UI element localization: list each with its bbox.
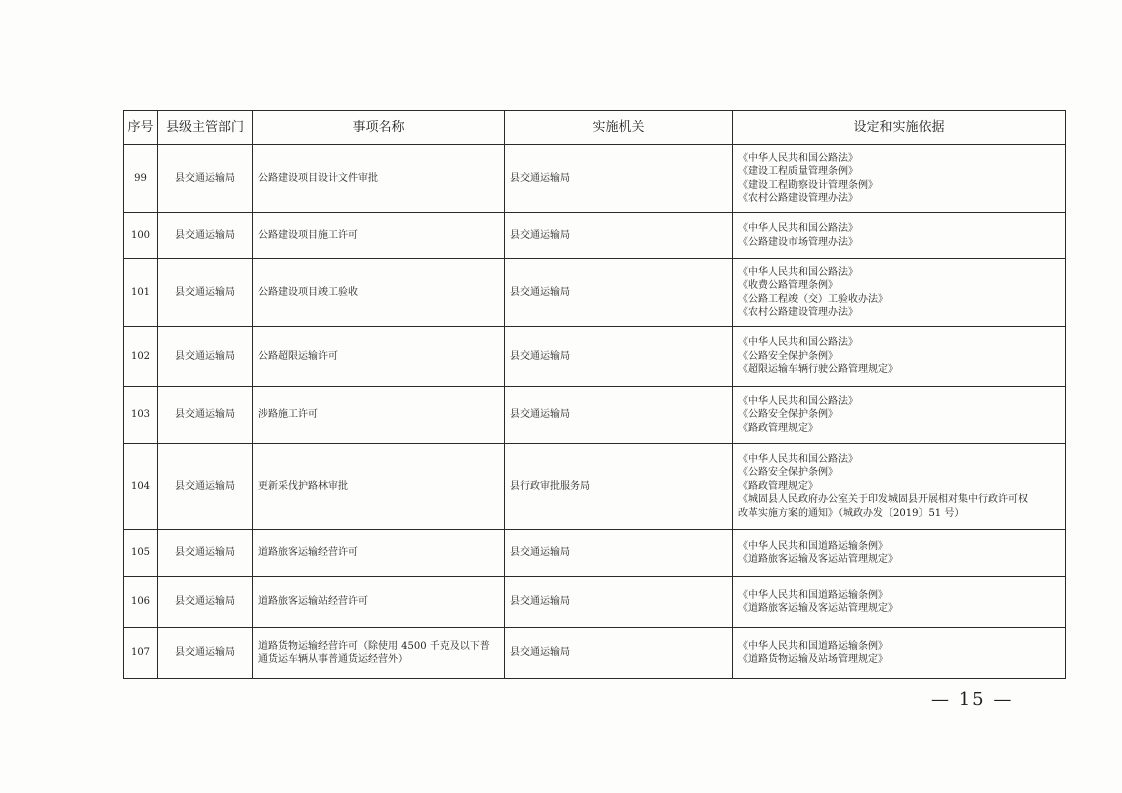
- row-dept: 县交通运输局: [158, 259, 253, 327]
- row-basis: [733, 530, 1066, 577]
- row-number: 101: [124, 259, 158, 327]
- row-basis: [733, 213, 1066, 259]
- basis-line: 《路政管理规定》: [738, 480, 818, 492]
- table-row: [124, 577, 1066, 628]
- row-agency: 县交通运输局: [505, 530, 733, 577]
- row-agency: 县交通运输局: [505, 213, 733, 259]
- basis-line: 《路政管理规定》: [738, 422, 818, 434]
- row-dept: 县交通运输局: [158, 387, 253, 444]
- header-seq: 序号: [124, 111, 158, 145]
- row-dept: 县交通运输局: [158, 444, 253, 530]
- row-number: 104: [124, 444, 158, 530]
- basis-line: 《农村公路建设管理办法》: [738, 307, 858, 318]
- row-basis: [733, 259, 1066, 327]
- row-basis: [733, 145, 1066, 213]
- row-dept: 县交通运输局: [158, 145, 253, 213]
- row-basis: [733, 577, 1066, 628]
- basis-line: 《农村公路建设管理办法》: [738, 193, 858, 204]
- row-number: 102: [124, 327, 158, 387]
- approval-items-table: [123, 110, 1066, 679]
- row-dept: 县交通运输局: [158, 628, 253, 679]
- basis-line: 《中华人民共和国道路运输条例》: [738, 540, 888, 552]
- row-item-name: 道路货物运输经营许可（除使用 4500 千克及以下普通货运车辆从事普通货运经营外）: [253, 628, 505, 679]
- table-row: [124, 145, 1066, 213]
- table-row: [124, 213, 1066, 259]
- basis-line: 《城固县人民政府办公室关于印发城固县开展相对集中行政许可权: [738, 494, 1028, 506]
- table-row: [124, 530, 1066, 577]
- row-number: 105: [124, 530, 158, 577]
- basis-line: 《公路安全保护条例》: [738, 409, 838, 421]
- row-number: 103: [124, 387, 158, 444]
- row-basis: [733, 628, 1066, 679]
- header-agency: 实施机关: [505, 111, 733, 145]
- basis-line: 《中华人民共和国公路法》: [738, 337, 858, 349]
- row-item-name: 公路建设项目施工许可: [253, 213, 505, 259]
- row-number: 99: [124, 145, 158, 213]
- page-number: — 15 —: [931, 689, 1014, 710]
- table-row: [124, 259, 1066, 327]
- row-agency: 县交通运输局: [505, 327, 733, 387]
- row-item-name: 公路建设项目设计文件审批: [253, 145, 505, 213]
- row-basis: [733, 444, 1066, 530]
- row-item-name: 涉路施工许可: [253, 387, 505, 444]
- row-item-name: 公路超限运输许可: [253, 327, 505, 387]
- basis-line: 《建设工程勘察设计管理条例》: [738, 179, 878, 191]
- row-item-name: 公路建设项目竣工验收: [253, 259, 505, 327]
- row-number: 100: [124, 213, 158, 259]
- basis-line: 《建设工程质量管理条例》: [738, 166, 858, 177]
- row-agency: 县交通运输局: [505, 387, 733, 444]
- row-dept: 县交通运输局: [158, 327, 253, 387]
- basis-line: 《公路建设市场管理办法》: [738, 236, 858, 248]
- header-item: 事项名称: [253, 111, 505, 145]
- table-row: [124, 387, 1066, 444]
- basis-line: 《收费公路管理条例》: [738, 280, 838, 291]
- basis-line: 《中华人民共和国道路运输条例》: [738, 589, 888, 601]
- header-basis: 设定和实施依据: [733, 111, 1066, 145]
- row-number: 106: [124, 577, 158, 628]
- row-dept: 县交通运输局: [158, 577, 253, 628]
- row-agency: 县交通运输局: [505, 259, 733, 327]
- table-row: [124, 444, 1066, 530]
- row-agency: 县行政审批服务局: [505, 444, 733, 530]
- basis-line: 《公路安全保护条例》: [738, 350, 838, 362]
- basis-line: 《道路货物运输及站场管理规定》: [738, 654, 888, 665]
- table-row: [124, 628, 1066, 679]
- row-dept: 县交通运输局: [158, 530, 253, 577]
- row-agency: 县交通运输局: [505, 145, 733, 213]
- row-agency: 县交通运输局: [505, 577, 733, 628]
- row-item-name: 道路旅客运输经营许可: [253, 530, 505, 577]
- header-dept: 县级主管部门: [158, 111, 253, 145]
- row-basis: [733, 327, 1066, 387]
- basis-line: 《中华人民共和国公路法》: [738, 266, 858, 278]
- basis-line: 《超限运输车辆行驶公路管理规定》: [738, 364, 898, 376]
- basis-line: 《中华人民共和国公路法》: [738, 395, 858, 407]
- basis-line: 改革实施方案的通知》（城政办发〔2019〕51 号）: [738, 507, 965, 519]
- basis-line: 《道路旅客运输及客运站管理规定》: [738, 554, 898, 565]
- basis-line: 《中华人民共和国道路运输条例》: [738, 640, 888, 652]
- basis-line: 《公路工程竣（交）工验收办法》: [738, 293, 888, 305]
- row-dept: 县交通运输局: [158, 213, 253, 259]
- basis-line: 《中华人民共和国公路法》: [738, 223, 858, 234]
- row-number: 107: [124, 628, 158, 679]
- basis-line: 《道路旅客运输及客运站管理规定》: [738, 603, 898, 614]
- table-header-row: [124, 111, 1066, 145]
- table-row: [124, 327, 1066, 387]
- row-item-name: 道路旅客运输站经营许可: [253, 577, 505, 628]
- basis-line: 《中华人民共和国公路法》: [738, 453, 858, 465]
- row-basis: [733, 387, 1066, 444]
- row-item-name: 更新采伐护路林审批: [253, 444, 505, 530]
- row-agency: 县交通运输局: [505, 628, 733, 679]
- basis-line: 《公路安全保护条例》: [738, 467, 838, 479]
- basis-line: 《中华人民共和国公路法》: [738, 152, 858, 164]
